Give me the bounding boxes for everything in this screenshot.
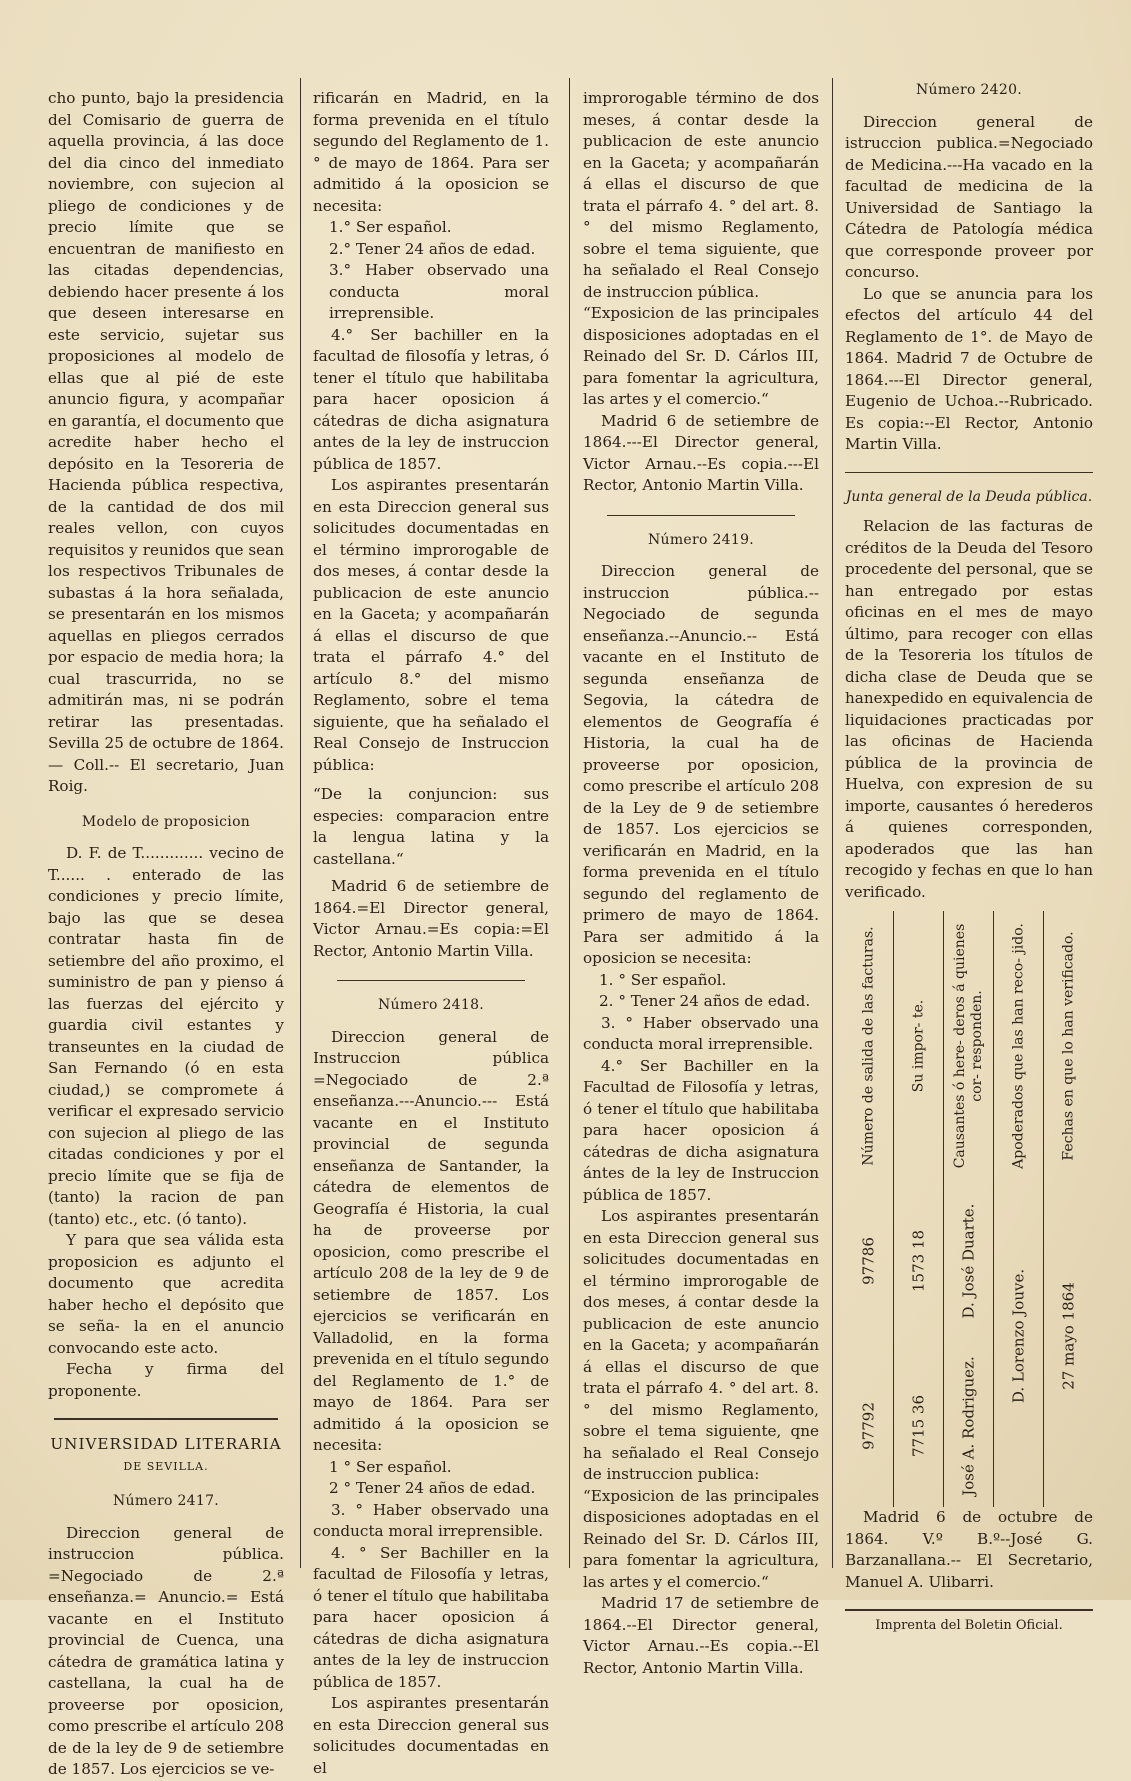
table-cell: D. Lorenzo Jouve. (1009, 1268, 1028, 1404)
table-header: Apoderados que las han reco- jido. (1010, 923, 1027, 1169)
notice-number: Número 2417. (112, 1493, 220, 1509)
table-rule (993, 911, 994, 1507)
list-item: 2. ° Tener 24 años de edad. (599, 992, 811, 1010)
quote: “Exposicion de las principales disposiciones adoptadas en el Reinado del Sr. D. Cárlos III, para fomentar la agricultura, las artes y el comercio.“ (583, 1486, 819, 1591)
list-item: 1. ° Ser español. (599, 970, 727, 989)
table-header: Fechas en que lo han verificado. (1060, 931, 1077, 1161)
signature-line: Fecha y firma del proponente. (48, 1360, 284, 1400)
table-rule (893, 911, 894, 1507)
section-title: Modelo de proposicion (81, 813, 251, 830)
paragraph: Madrid 6 de setiembre de 1864.---El Director general, Victor Arnau.--Es copia.---El Rector, Antonio Martin Villa. (583, 411, 819, 494)
column-2 (313, 88, 549, 1779)
column-3 (583, 88, 819, 1679)
paragraph: cho punto, bajo la presidencia del Comisario de guerra de aquella provincia, á las doce del dia cinco del inmediato noviembre, con sujecion al pliego de condiciones y de precio límite que se encuentran de manifiesto en las citadas dependencias, debiendo hacer presente á los que deseen interesarse en este servicio, sujetar sus proposiciones al modelo de ellas que al pié de este anuncio figura, y acompañar en garantía, el documento que acredite haber hecho el depósito en la Tesoreria de Hacienda pública respectiva, de la cantidad de dos mil reales vellon, con cuyos requisitos y reunidos que sean los respectivos Tribunales de subastas á la hora señalada, se presentarán en los mismos aquellas en pliegos cerrados por espacio de media hora; la cual trascurrida, no se admitirán mas, ni se podrán retirar las presentadas. Sevilla 25 de octubre de 1864.— Coll.-- El secretario, Juan Roig. (48, 89, 284, 795)
paragraph: Direccion general de instruccion pública. =Negociado de 2.ª enseñanza.= Anuncio.= Está vacante en el Instituto provincial de Cuenca, una cátedra de gramática latina y castellana, la cual ha de proveerse por oposicion, como prescribe el artículo 208 de de la ley de 9 de setiembre de 1857. Los ejercicios se ve- (48, 1523, 284, 1778)
paragraph: Madrid 6 de octubre de 1864. V.º B.º--José G. Barzanallana.-- El Secretario, Manuel A. Ulibarri. (845, 1508, 1093, 1591)
table-column (895, 911, 943, 1507)
list-item: 3. ° Haber observado una conducta moral irreprensible. (313, 1500, 549, 1540)
divider (845, 472, 1093, 473)
table-column (1045, 911, 1093, 1507)
column-rule (832, 78, 833, 1568)
list-item: 4.° Ser Bachiller en la Facultad de Filosofía y letras, ó tener el título que habilitaba para hacer oposicion á cátedras de dicha asignatura ántes de la ley de Instruccion pública de 1857. (583, 1056, 819, 1204)
paragraph: Los aspirantes presentarán en esta Direccion general sus solicitudes documentadas en el (313, 1694, 549, 1777)
paragraph: Madrid 17 de setiembre de 1864.--El Director general, Victor Arnau.--Es copia.--El Rector, Antonio Martin Villa. (583, 1594, 819, 1677)
divider (337, 980, 525, 981)
section-subtitle: DE SEVILLA. (123, 1459, 209, 1473)
paragraph: Direccion general de istruccion publica.=Negociado de Medicina.---Ha vacado en la facultad de medicina de la Universidad de Santiago la Cátedra de Patología médica que corresponde proveer por concurso. (845, 112, 1093, 281)
table-header: Su impor- te. (910, 999, 927, 1093)
paragraph: Direccion general de instruccion pública.--Negociado de segunda enseñanza.--Anuncio.-- Está vacante en el Instituto de segunda enseñanza de Segovia, la cátedra de elementos de Geografía é Historia, la cual ha de proveerse por oposicion, como prescribe el artículo 208 de la Ley de 9 de setiembre de 1857. Los ejercicios se verificarán en Madrid, en la forma prevenida en el título segundo del reglamento de primero de mayo de 1864. Para ser admitido á la oposicion se necesita: (583, 562, 819, 967)
table-cell: 7715 36 (909, 1394, 928, 1458)
list-item: 3.° Haber observado una conducta moral irreprensible. (329, 261, 549, 322)
divider (54, 1418, 278, 1420)
table-column (995, 911, 1043, 1507)
section-title: UNIVERSIDAD LITERARIA (50, 1435, 282, 1453)
deuda-table (845, 911, 1093, 1507)
table-header: Causantes ó here- deros á quienes cor- responden. (952, 923, 985, 1169)
quote: “Exposicion de las principales disposiciones adoptadas en el Reinado del Sr. D. Cárlos III, para fomentar la agricultura, las artes y el comercio.“ (583, 304, 819, 408)
paragraph: Los aspirantes presentarán en esta Direccion general sus solicitudes documentadas en el término improrogable de dos meses, á contar desde la publicacion de este anuncio en la Gaceta; y acompañarán á ellas el discurso de que trata el párrafo 4. ° del art. 8. ° del mismo Reglamento, sobre el tema siguiente, qne ha señalado el Real Consejo de instruccion publica: (583, 1207, 819, 1483)
table-rule (943, 911, 944, 1507)
paragraph: Lo que se anuncia para los efectos del artículo 44 del Reglamento de 1°. de Mayo de 1864. Madrid 7 de Octubre de 1864.---El Director general, Eugenio de Uchoa.--Rubricado. Es copia:--El Rector, Antonio Martin Villa. (845, 284, 1093, 453)
table-cell: 97786 (859, 1237, 878, 1285)
paragraph: Los aspirantes presentarán en esta Direccion general sus solicitudes documentadas en el término improrogable de dos meses, á contar desde la publicacion de este anuncio en la Gaceta; y acompañarán á ellas el discurso de que trata el párrafo 4.° del artículo 8.° del mismo Reglamento, sobre el tema siguiente, que ha señalado el Real Consejo de Instruccion pública: (313, 476, 549, 774)
table-header: Número de salida de las facturas. (860, 926, 877, 1166)
table-cell: José A. Rodriguez. (959, 1356, 978, 1496)
list-item: 1 ° Ser español. (329, 1457, 452, 1476)
column-4 (845, 80, 1093, 1637)
list-item: 2 ° Tener 24 años de edad. (329, 1479, 536, 1497)
notice-number: Número 2418. (377, 997, 485, 1013)
paragraph: Direccion general de Instruccion pública =Negociado de 2.ª enseñanza.---Anuncio.--- Está vacante en el Instituto provincial de segunda enseñanza de Santander, la cátedra de elementos de Geografía é Historia, la cual ha de proveerse por oposicion, como prescribe el artículo 208 de la ley de 9 de setiembre de 1857. Los ejercicios se verificarán en Valladolid, en la forma prevenida en el título segundo del Reglamento de 1.° de mayo de 1864. Para ser admitido á la oposicion se necesita: (313, 1027, 549, 1454)
notice-number: Número 2419. (647, 531, 755, 548)
list-item: 4.° Ser bachiller en la facultad de filosofía y letras, ó tener el título que habilitaba para hacer oposicion á cátedras de dicha asignatura antes de la ley de instruccion pública de 1857. (313, 325, 549, 473)
paragraph: D. F. de T............. vecino de T...... . enterado de las condiciones y precio límite, bajo las que se desea contratar hasta fin de setiembre del año proximo, el suministro de pan y pienso á las fuerzas del ejército y guardia civil estantes y transeuntes en la ciudad de San Fernando (ó en esta ciudad,) se compromete á verificar el expresado servicio con sujecion al pliego de las citadas condiciones y por el precio límite que se fija de (tanto) la racion de pan (tanto) etc., etc. (ó tanto). (48, 844, 284, 1228)
paragraph: Relacion de las facturas de créditos de la Deuda del Tesoro procedente del personal, que se han entregado por estas oficinas en el mes de mayo último, para recoger con ellas de la Tesoreria los títulos de dicha clase de Deuda que se hanexpedido en equivalencia de liquidaciones practicadas por las oficinas de Hacienda pública de la provincia de Huelva, con expresion de su importe, causantes ó herederos á quienes corresponden, apoderados que las han recogido y fechas en que lo han verificado. (845, 517, 1093, 901)
table-cell: 27 mayo 1864 (1059, 1282, 1078, 1390)
paragraph: improrogable término de dos meses, á contar desde la publicacion de este anuncio en la Gaceta; y acompañarán á ellas el discurso de que trata el párrafo 4. ° del art. 8. ° del mismo Reglamento, sobre el tema siguiente, que ha señalado el Real Consejo de instruccion pública. (583, 89, 819, 301)
table-rule (1043, 911, 1044, 1507)
list-item: 3. ° Haber observado una conducta moral irreprensible. (583, 1013, 819, 1053)
paragraph: Y para que sea válida esta proposicion es adjunto el documento que acredita haber hecho el depósito que se seña- la en el anuncio convocando este acto. (48, 1231, 284, 1357)
table-column (845, 911, 893, 1507)
table-cell: 1573 18 (909, 1229, 928, 1293)
printer-line: Imprenta del Boletin Oficial. (845, 1609, 1093, 1637)
table-cell: 97792 (859, 1402, 878, 1450)
column-rule (300, 78, 301, 1568)
list-item: 2.° Tener 24 años de edad. (329, 239, 536, 258)
divider (607, 515, 795, 516)
column-1 (48, 88, 284, 1781)
section-title: Junta general de la Deuda pública. (845, 488, 1093, 505)
list-item: 4. ° Ser Bachiller en la facultad de Filosofía y letras, ó tener el título que habilitaba para hacer oposicion á cátedras de dicha asignatura antes de la ley de instruccion pública de 1857. (313, 1543, 549, 1691)
notice-number: Número 2420. (915, 82, 1023, 98)
table-column (945, 911, 993, 1507)
quote: “De la conjuncion: sus especies: comparacion entre la lengua latina y la castellana.“ (313, 785, 549, 868)
table-cell: D. José Duarte. (959, 1203, 978, 1319)
paragraph: Madrid 6 de setiembre de 1864.=El Director general, Victor Arnau.=Es copia:=El Rector, Antonio Martin Villa. (313, 877, 549, 960)
list-item: 1.° Ser español. (329, 218, 452, 236)
column-rule (569, 78, 570, 1568)
paragraph: rificarán en Madrid, en la forma prevenida en el título segundo del Reglamento de 1.° de mayo de 1864. Para ser admitido á la oposicion se necesita: (313, 89, 549, 215)
